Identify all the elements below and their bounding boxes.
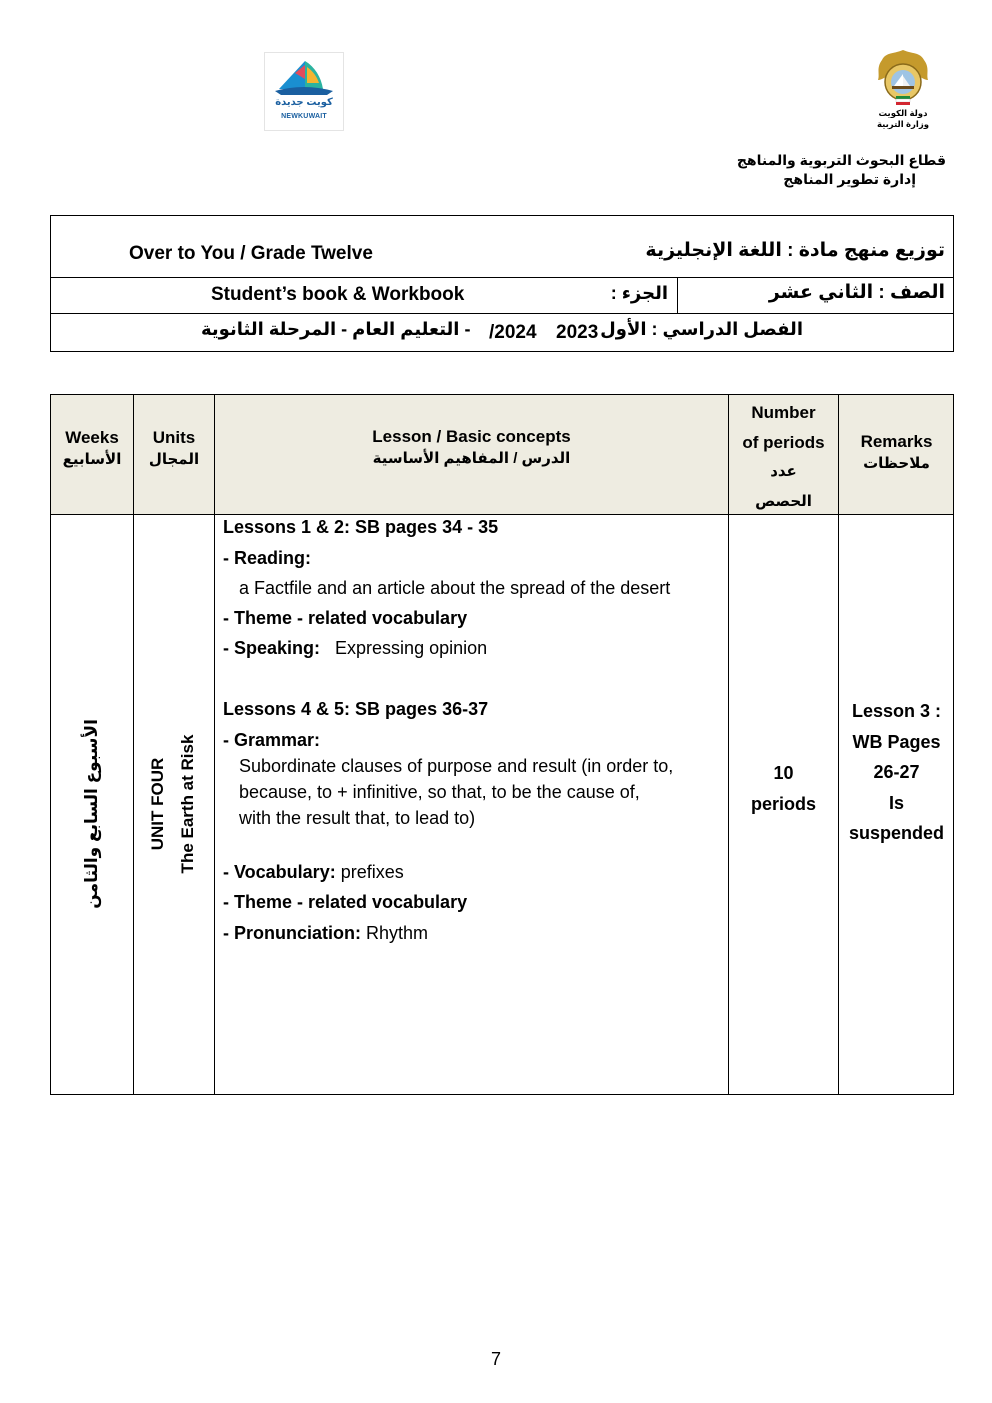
remarks-line-5: suspended [848, 823, 945, 843]
reading-text: a Factfile and an article about the spread of the desert [239, 578, 671, 598]
sail-boat-icon [265, 53, 343, 97]
remarks-cell [839, 696, 954, 849]
grammar-line-3: with the result that, to lead to) [239, 808, 476, 828]
emblem-caption-ministry: وزارة التربية [876, 119, 930, 129]
lesson-content [223, 395, 727, 1095]
grammar-line-1: Subordinate clauses of purpose and result (in order to, [239, 756, 674, 776]
sector-line-2: إدارة تطوير المناهج [783, 171, 916, 187]
speaking-label: - Speaking: [223, 638, 321, 658]
new-kuwait-english: NEWKUWAIT [281, 113, 327, 120]
remarks-line-2: WB Pages [852, 731, 941, 752]
pronunciation-label: - Pronunciation: [223, 923, 361, 943]
year-2023: 2023 [556, 322, 599, 343]
grammar-label: - Grammar: [223, 730, 321, 750]
unit-line-2: The Earth at Risk [178, 734, 197, 874]
header-weeks-ar: الأسابيع [62, 451, 122, 468]
header-remarks [839, 431, 954, 475]
periods-cell [729, 758, 838, 819]
page-number: 7 [490, 1349, 501, 1369]
emblem-icon [872, 46, 934, 108]
emblem-caption-state: دولة الكويت [878, 108, 928, 118]
theme-vocab-2: - Theme - related vocabulary [223, 892, 468, 912]
semester-label-ar: الفصل الدراسي : الأول [600, 319, 803, 339]
speaking-text: Expressing opinion [335, 638, 488, 658]
sector-heading [737, 151, 946, 189]
new-kuwait-arabic: كويت جديدة [275, 97, 333, 108]
sector-line-1: قطاع البحوث التربوية والمناهج [736, 152, 946, 168]
lesson-distribution-table [50, 394, 954, 1095]
header-periods-ar1: عدد [770, 463, 797, 480]
course-title: Over to You / Grade Twelve [129, 243, 373, 264]
vocabulary-text: prefixes [340, 862, 404, 882]
stage-label-ar: - التعليم العام - المرحلة الثانوية [201, 319, 471, 339]
lessons-1-2-title: Lessons 1 & 2: SB pages 34 - 35 [223, 517, 499, 537]
vocabulary-label: - Vocabulary: [223, 862, 336, 882]
periods-word: periods [750, 793, 816, 814]
remarks-line-3: 26-27 [873, 762, 920, 782]
header-remarks-en: Remarks [860, 432, 933, 451]
header-lesson-ar: الدرس / المفاهيم الأساسية [372, 450, 571, 467]
weeks-cell: الأسبوع السابع والثامن [82, 719, 101, 909]
part-label-ar: الجزء : [610, 283, 668, 303]
remarks-line-1: Lesson 3 : [851, 701, 942, 721]
books-title: Student’s book & Workbook [211, 284, 465, 305]
header-weeks-en: Weeks [65, 428, 119, 447]
header-remarks-ar: ملاحظات [863, 455, 930, 472]
kuwait-emblem [872, 46, 934, 130]
year-2024: /2024 [489, 322, 537, 343]
theme-vocab-1: - Theme - related vocabulary [223, 608, 468, 628]
header-units [134, 427, 214, 471]
curriculum-header-box [50, 215, 954, 352]
header-periods-line1: Number [751, 403, 816, 422]
header-weeks [51, 427, 133, 471]
remarks-line-4: Is [888, 792, 904, 813]
header-units-en: Units [152, 428, 196, 447]
unit-line-1: UNIT FOUR [148, 757, 167, 851]
header-units-ar: المجال [148, 451, 200, 468]
pronunciation-text: Rhythm [366, 923, 429, 943]
reading-label: - Reading: [223, 548, 311, 568]
periods-count: 10 [773, 763, 794, 783]
unit-cell [143, 723, 203, 885]
lessons-4-5-title: Lessons 4 & 5: SB pages 36-37 [223, 699, 489, 719]
header-periods [729, 398, 838, 516]
header-lesson-en: Lesson / Basic concepts [372, 427, 571, 446]
grade-label-ar: الصف : الثاني عشر [768, 282, 945, 303]
header-periods-line2: of periods [742, 432, 825, 452]
new-kuwait-logo [264, 52, 344, 131]
subject-title-ar: توزيع منهج مادة : اللغة الإنجليزية [645, 240, 945, 261]
grammar-line-2: because, to + infinitive, so that, to be the cause of, [239, 782, 640, 802]
header-periods-ar2: الحصص [755, 492, 812, 510]
